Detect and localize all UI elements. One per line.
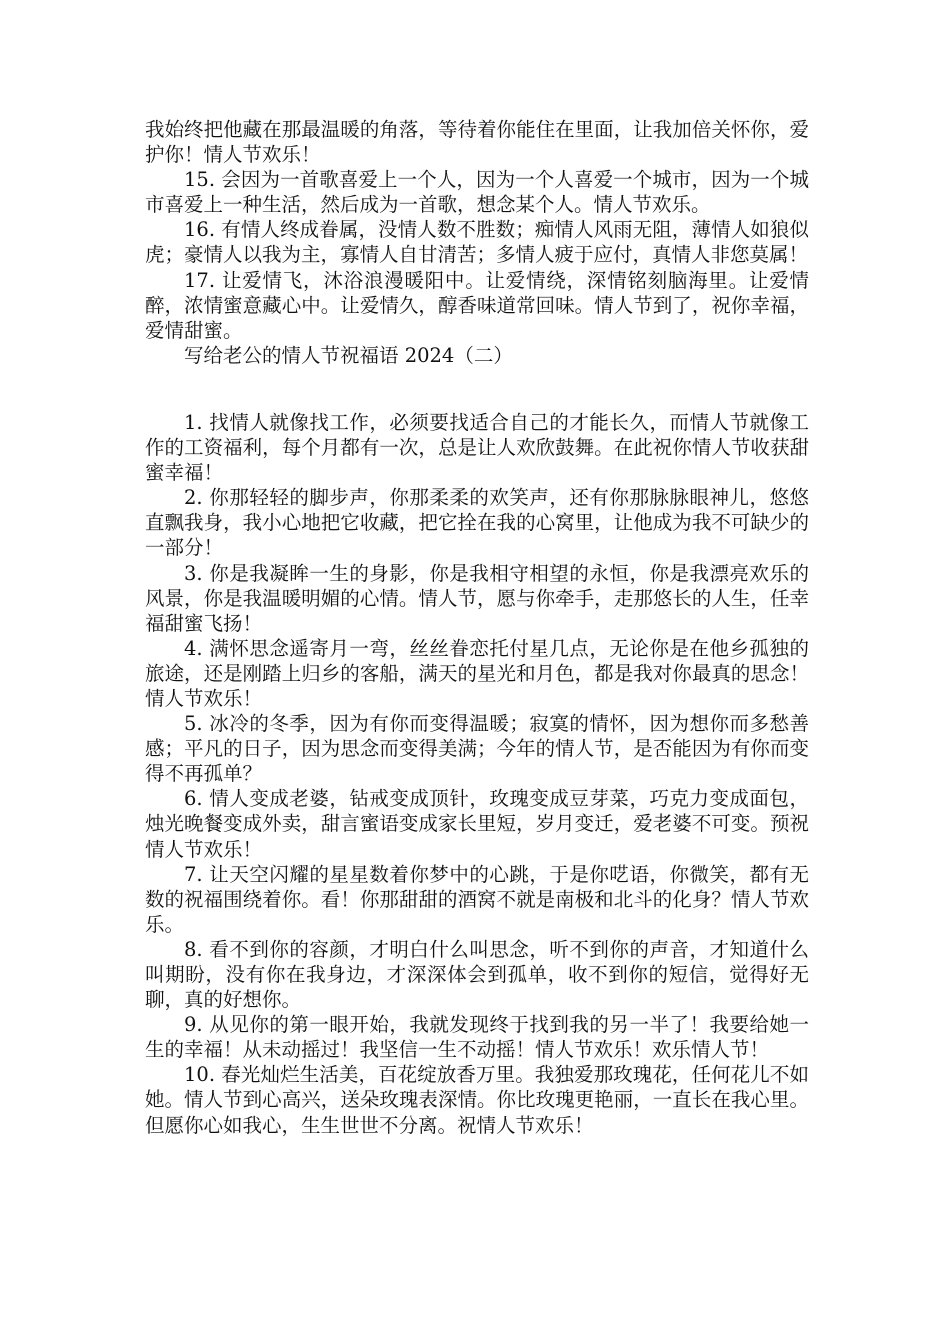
- paragraph-item-10: 10. 春光灿烂生活美，百花绽放香万里。我独爱那玫瑰花，任何花儿不如她。情人节到心高兴，送朵玫瑰表深情。你比玫瑰更艳丽，一直长在我心里。但愿你心如我心，生生世世不分离。祝情人节欢乐！: [145, 1063, 809, 1137]
- document-body: [145, 117, 809, 1138]
- paragraph-item-9: 9. 从见你的第一眼开始，我就发现终于找到我的另一半了！我要给她一生的幸福！从未动摇过！我坚信一生不动摇！情人节欢乐！欢乐情人节！: [145, 1013, 809, 1062]
- blank-line: [145, 368, 809, 410]
- paragraph-item-3: 3. 你是我凝眸一生的身影，你是我相守相望的永恒，你是我漂亮欢乐的风景，你是我温暖明媚的心情。情人节，愿与你牵手，走那悠长的人生，任幸福甜蜜飞扬！: [145, 561, 809, 635]
- paragraph-item-2: 2. 你那轻轻的脚步声，你那柔柔的欢笑声，还有你那脉脉眼神儿，悠悠直飘我身，我小心地把它收藏，把它拴在我的心窝里，让他成为我不可缺少的一部分！: [145, 486, 809, 560]
- paragraph-item-8: 8. 看不到你的容颜，才明白什么叫思念，听不到你的声音，才知道什么叫期盼，没有你在我身边，才深深体会到孤单，收不到你的短信，觉得好无聊，真的好想你。: [145, 937, 809, 1012]
- paragraph-item-17: 17. 让爱情飞，沐浴浪漫暖阳中。让爱情绕，深情铭刻脑海里。让爱情醉，浓情蜜意藏心中。让爱情久，醇香味道常回味。情人节到了，祝你幸福，爱情甜蜜。: [145, 268, 809, 342]
- paragraph-item-15: 15. 会因为一首歌喜爱上一个人，因为一个人喜爱一个城市，因为一个城市喜爱上一种生活，然后成为一首歌，想念某个人。情人节欢乐。: [145, 168, 809, 217]
- paragraph-item-5: 5. 冰冷的冬季，因为有你而变得温暖；寂寞的情怀，因为想你而多愁善感；平凡的日子，因为思念而变得美满；今年的情人节，是否能因为有你而变得不再孤单？: [145, 712, 809, 786]
- paragraph-continued: 我始终把他藏在那最温暖的角落，等待着你能住在里面，让我加倍关怀你，爱护你！情人节欢乐！: [145, 118, 809, 167]
- paragraph-item-1: 1. 找情人就像找工作，必须要找适合自己的才能长久，而情人节就像工作的工资福利，每个月都有一次，总是让人欢欣鼓舞。在此祝你情人节收获甜蜜幸福！: [145, 410, 809, 485]
- paragraph-item-7: 7. 让天空闪耀的星星数着你梦中的心跳，于是你呓语，你微笑，都有无数的祝福围绕着你。看！你那甜甜的酒窝不就是南极和北斗的化身？情人节欢乐。: [145, 862, 809, 936]
- section-heading: 写给老公的情人节祝福语 2024（二）: [184, 343, 513, 367]
- paragraph-item-6: 6. 情人变成老婆，钻戒变成顶针，玫瑰变成豆芽菜，巧克力变成面包，烛光晚餐变成外卖，甜言蜜语变成家长里短，岁月变迁，爱老婆不可变。预祝情人节欢乐！: [145, 787, 809, 861]
- paragraph-item-4: 4. 满怀思念遥寄月一弯，丝丝眷恋托付星几点，无论你是在他乡孤独的旅途，还是刚踏上归乡的客船，满天的星光和月色，都是我对你最真的思念！情人节欢乐！: [145, 636, 809, 710]
- paragraph-item-16: 16. 有情人终成眷属，没情人数不胜数；痴情人风雨无阻，薄情人如狼似虎；豪情人以我为主，寡情人自甘清苦；多情人疲于应付，真情人非您莫属！: [145, 218, 809, 267]
